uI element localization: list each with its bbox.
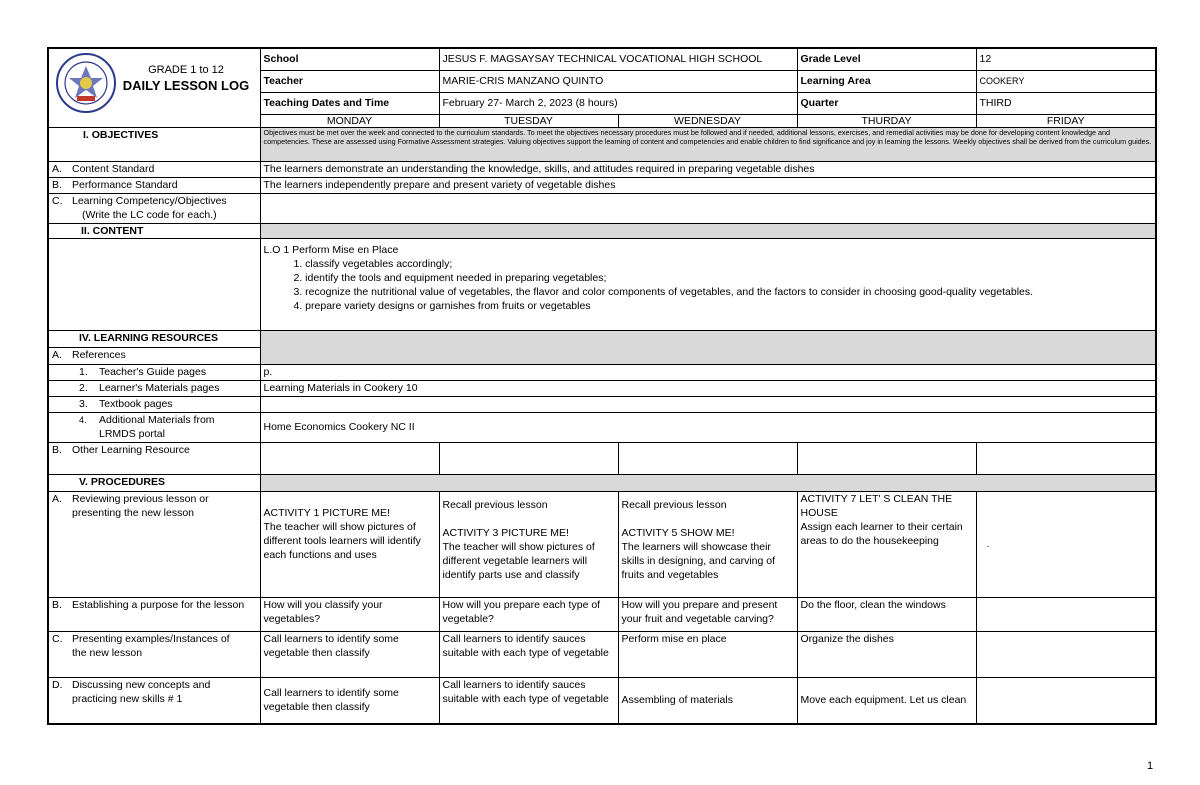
performance-standard-label: Performance Standard — [72, 178, 178, 191]
other-resource-cell — [48, 442, 260, 474]
learning-competency-cell — [48, 193, 260, 223]
content-standard-value: The learners demonstrate an understanding the knowledge, skills, and attitudes required in preparing vegetable dishes — [260, 161, 1156, 177]
teachers-guide-value: p. — [260, 364, 1156, 380]
teachers-guide-label: Teacher's Guide pages — [99, 365, 207, 378]
other-resource-friday — [976, 442, 1156, 474]
other-resource-tuesday — [439, 442, 618, 474]
procedure-cell-friday: . — [976, 491, 1156, 597]
learning-competency-label: Learning Competency/Objectives — [72, 194, 227, 207]
procedure-row-label — [48, 631, 260, 677]
performance-standard-letter: B. — [52, 178, 62, 191]
procedure-cell-monday: ACTIVITY 1 PICTURE ME! The teacher will show pictures of different tools learners will identify each functions and uses — [260, 491, 439, 597]
content-label-blank — [48, 238, 260, 330]
lo-title: L.O 1 Perform Mise en Place — [263, 243, 399, 256]
dates-label: Teaching Dates and Time — [260, 92, 439, 114]
content-heading-fill — [260, 223, 1156, 238]
dates-value: February 27- March 2, 2023 (8 hours) — [439, 92, 797, 114]
procedure-cell-tuesday: Recall previous lesson ACTIVITY 3 PICTURE ME! The teacher will show pictures of different vegetable learners will identify parts use and classify — [439, 491, 618, 597]
additional-materials-num: 4. — [79, 414, 87, 425]
procedure-row-label — [48, 491, 260, 597]
procedure-row-label — [48, 597, 260, 631]
teacher-value: MARIE-CRIS MANZANO QUINTO — [439, 70, 797, 92]
procedures-heading-fill — [260, 474, 1156, 491]
procedure-letter: D. — [52, 678, 63, 691]
procedure-cell-thursday: Do the floor, clean the windows — [797, 597, 976, 631]
objectives-note: Objectives must be met over the week and connected to the curriculum standards. To meet the objectives necessary procedures must be followed and if needed, additional lessons, exercises, and remedial activities may be done for developing content knowledge and competencies. These are assessed using Formative Assessment strategies. Valuing objectives support the learning of content and competencies and enable children to find significance and joy in learning the lessons. Weekly objectives shall be derived from the curriculum guides. — [260, 127, 1156, 161]
procedure-cell-tuesday: How will you prepare each type of vegetable? — [439, 597, 618, 631]
day-monday: MONDAY — [260, 114, 439, 127]
content-objectives-cell — [260, 238, 1156, 330]
school-label: School — [260, 48, 439, 70]
references-cell — [48, 347, 260, 364]
learners-materials-cell — [48, 380, 260, 396]
procedure-cell-wednesday: Perform mise en place — [618, 631, 797, 677]
learning-area-value: COOKERY — [976, 70, 1156, 92]
teachers-guide-num: 1. — [79, 365, 88, 378]
learning-area-label: Learning Area — [797, 70, 976, 92]
content-standard-label-cell — [48, 161, 260, 177]
procedure-cell-monday: Call learners to identify some vegetable then classify — [260, 677, 439, 724]
resources-heading-fill — [260, 330, 1156, 364]
additional-materials-value: Home Economics Cookery NC II — [260, 412, 1156, 442]
objective-item: 4. prepare variety designs or garnishes from fruits or vegetables — [293, 299, 591, 312]
objectives-heading: I. OBJECTIVES — [48, 127, 260, 161]
objective-item: 2. identify the tools and equipment needed in preparing vegetables; — [293, 271, 607, 284]
grade-range-text: GRADE 1 to 12 — [148, 64, 224, 76]
textbook-label: Textbook pages — [99, 397, 173, 410]
content-standard-letter: A. — [52, 162, 62, 175]
quarter-value: THIRD — [976, 92, 1156, 114]
other-resource-thursday — [797, 442, 976, 474]
procedure-cell-friday — [976, 631, 1156, 677]
procedure-label: Discussing new concepts and practicing new skills # 1 — [72, 678, 211, 705]
header-logo-cell — [48, 48, 260, 127]
other-resource-monday — [260, 442, 439, 474]
learning-competency-letter: C. — [52, 194, 63, 207]
learning-competency-sub: (Write the LC code for each.) — [82, 208, 217, 221]
procedure-cell-friday — [976, 677, 1156, 724]
day-thursday: THURDAY — [797, 114, 976, 127]
textbook-cell — [48, 396, 260, 412]
procedure-cell-friday — [976, 597, 1156, 631]
performance-standard-value: The learners independently prepare and present variety of vegetable dishes — [260, 177, 1156, 193]
learners-materials-label: Learner's Materials pages — [99, 381, 220, 394]
procedure-cell-thursday: Organize the dishes — [797, 631, 976, 677]
procedure-letter: A. — [52, 492, 62, 505]
procedure-cell-wednesday: Recall previous lesson ACTIVITY 5 SHOW ME! The learners will showcase their skills in designing, and carving of fruits and vegetables — [618, 491, 797, 597]
day-tuesday: TUESDAY — [439, 114, 618, 127]
daily-lesson-log-table — [47, 47, 1157, 725]
learners-materials-num: 2. — [79, 381, 88, 394]
procedures-heading: V. PROCEDURES — [48, 474, 260, 491]
references-label: References — [72, 348, 126, 361]
learners-materials-value: Learning Materials in Cookery 10 — [260, 380, 1156, 396]
procedure-letter: B. — [52, 598, 62, 611]
dll-title: DAILY LESSON LOG — [122, 78, 250, 93]
performance-standard-label-cell — [48, 177, 260, 193]
textbook-value — [260, 396, 1156, 412]
other-resource-wednesday — [618, 442, 797, 474]
textbook-num: 3. — [79, 397, 88, 410]
other-resource-letter: B. — [52, 443, 62, 456]
procedure-cell-wednesday: Assembling of materials — [618, 677, 797, 724]
additional-materials-label: Additional Materials from LRMDS portal — [99, 413, 215, 440]
procedure-cell-thursday: Move each equipment. Let us clean — [797, 677, 976, 724]
procedure-label: Presenting examples/Instances of the new lesson — [72, 632, 230, 659]
quarter-label: Quarter — [797, 92, 976, 114]
deped-seal-icon — [55, 52, 117, 114]
additional-materials-cell — [48, 412, 260, 442]
procedure-cell-monday: How will you classify your vegetables? — [260, 597, 439, 631]
page-number: 1 — [1147, 760, 1154, 772]
procedure-cell-wednesday: How will you prepare and present your fruit and vegetable carving? — [618, 597, 797, 631]
references-letter: A. — [52, 348, 62, 361]
procedure-label: Establishing a purpose for the lesson — [72, 598, 245, 611]
procedure-cell-thursday: ACTIVITY 7 LET' S CLEAN THE HOUSE Assign each learner to their certain areas to do the housekeeping — [797, 491, 976, 597]
procedure-label: Reviewing previous lesson or presenting the new lesson — [72, 492, 209, 519]
objective-item: 3. recognize the nutritional value of vegetables, the flavor and color components of vegetables, and the factors to consider in choosing good-quality vegetables. — [293, 285, 1034, 298]
teacher-label: Teacher — [260, 70, 439, 92]
day-friday: FRIDAY — [976, 114, 1156, 127]
procedure-cell-monday: Call learners to identify some vegetable then classify — [260, 631, 439, 677]
objective-item: 1. classify vegetables accordingly; — [293, 257, 453, 270]
procedure-cell-tuesday: Call learners to identify sauces suitable with each type of vegetable — [439, 631, 618, 677]
grade-level-label: Grade Level — [797, 48, 976, 70]
school-value: JESUS F. MAGSAYSAY TECHNICAL VOCATIONAL HIGH SCHOOL — [439, 48, 797, 70]
content-heading: II. CONTENT — [48, 223, 260, 238]
procedure-letter: C. — [52, 632, 63, 645]
resources-heading: IV. LEARNING RESOURCES — [48, 330, 260, 347]
content-standard-label: Content Standard — [72, 162, 155, 175]
day-wednesday: WEDNESDAY — [618, 114, 797, 127]
other-resource-label: Other Learning Resource — [72, 443, 190, 456]
teachers-guide-cell — [48, 364, 260, 380]
learning-competency-value — [260, 193, 1156, 223]
procedure-row-label — [48, 677, 260, 724]
procedure-cell-tuesday: Call learners to identify sauces suitable with each type of vegetable — [439, 677, 618, 724]
grade-level-value: 12 — [976, 48, 1156, 70]
